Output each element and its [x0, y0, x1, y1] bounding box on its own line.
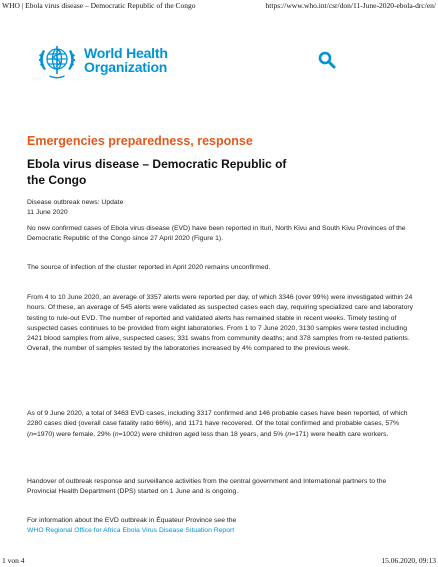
paragraph-4-part-d: =171) were health care workers. [291, 430, 389, 438]
paragraph-4-n2: n [114, 430, 119, 438]
search-icon [318, 51, 336, 69]
search-button[interactable] [318, 51, 336, 69]
print-header [0, 1, 438, 10]
section-kicker: Emergencies preparedness, response [27, 134, 253, 148]
paragraph-4-n1: n [29, 430, 34, 438]
article-type: Disease outbreak news: Update [27, 199, 124, 206]
paragraph-6 [27, 516, 236, 537]
article [27, 134, 417, 535]
article-date: 11 June 2020 [27, 209, 68, 216]
print-footer [0, 556, 438, 565]
who-logo[interactable] [34, 40, 168, 80]
paragraph-3: From 4 to 10 June 2020, an average of 3357 alerts were reported per day, of which 3346 (over 99%) were investigated within 24 hours. Of these, an average of 545 alerts were validated as suspected cases each day, requiring specialized care and laboratory testing to rule-out EVD. The number of reported and validated alerts has remained stable in recent weeks. Timely testing of suspected cases continues to be provided from eight laboratories. From 1 to 7 June 2020, 3130 samples were tested including 2421 blood samples from alive, suspected cases; 331 swabs from community deaths; and 378 samples from re-tested patients. Overall, the number of samples tested by the laboratories increased by 4% compared to the previous week. [27, 294, 414, 353]
page-number: 1 von 4 [2, 556, 25, 565]
paragraph-6-text: For information about the EVD outbreak in Équateur Province see the [27, 517, 237, 524]
print-timestamp: 15.06.2020, 09:13 [381, 556, 436, 565]
who-wordmark [84, 46, 168, 74]
logo-line-1: World Health [84, 45, 168, 61]
paragraph-5: Handover of outbreak response and surveillance activities from the central government and International partners to the Provincial Health Department (DPS) started on 1 June and is ongoing. [27, 478, 387, 496]
paragraph-4 [27, 409, 417, 440]
paragraph-4-part-c: =1002) were children aged less than 18 years, and 5% ( [118, 430, 288, 438]
paragraph-4-part-a: As of 9 June 2020, a total of 3463 EVD cases, including 3317 confirmed and 146 probable cases have been reported, of which 2280 cases died (overall case fatality ratio 66%), and 1171 have recovered. Of the total confirmed and probable cases, 57% ( [27, 410, 408, 438]
print-header-title: WHO | Ebola virus disease – Democratic Republic of the Congo [2, 1, 196, 10]
paragraph-4-part-b: =1970) were female, 29% ( [33, 430, 115, 438]
who-emblem-icon [34, 40, 80, 80]
paragraph-4-n3: n [287, 430, 292, 438]
paragraph-2: The source of infection of the cluster reported in April 2020 remains unconfirmed. [27, 264, 271, 271]
page-title: Ebola virus disease – Democratic Republic of the Congo [27, 157, 287, 187]
afro-situation-report-link[interactable]: WHO Regional Office for Africa Ebola Virus Disease Situation Report [27, 527, 235, 535]
print-header-url: https://www.who.int/csr/don/11-June-2020-ebola-drc/en/ [265, 1, 436, 10]
paragraph-1: No new confirmed cases of Ebola virus disease (EVD) have been reported in Ituri, North Kivu and South Kivu Provinces of the Democratic Republic of the Congo since 27 April 2020 (Figure 1). [27, 225, 406, 243]
logo-line-2: Organization [84, 59, 168, 75]
